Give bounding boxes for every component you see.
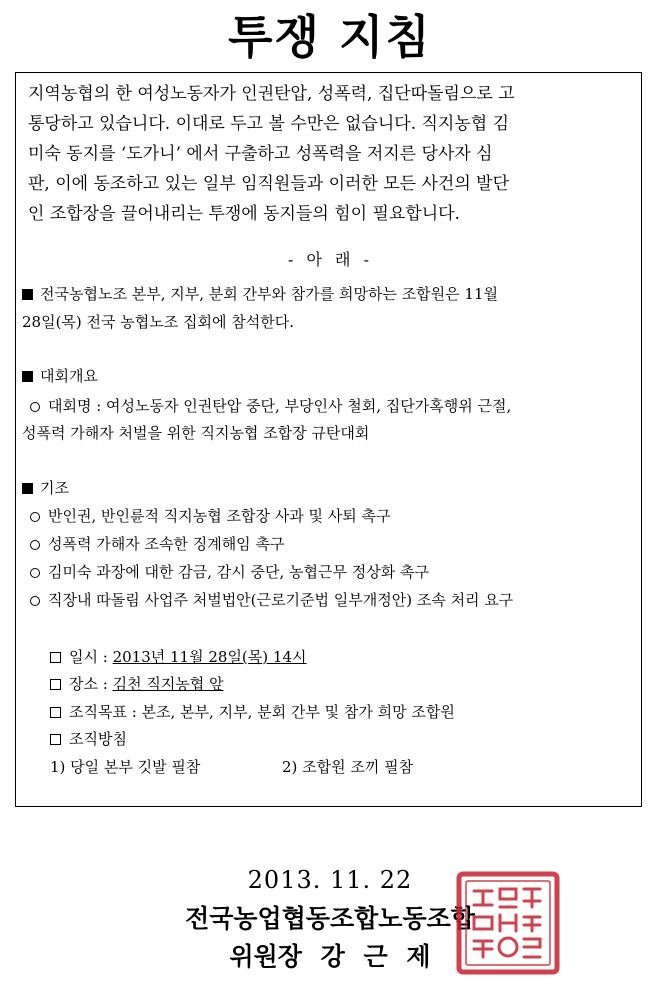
circle-bullet-icon xyxy=(30,540,40,550)
organization-name: 전국농업협동조합노동조합 xyxy=(185,904,475,933)
detail-policy-1: 1) 당일 본부 깃발 필참 xyxy=(50,758,201,776)
square-bullet-icon xyxy=(22,483,33,494)
circle-bullet-icon xyxy=(30,596,40,606)
item1-line2: 28일(목) 전국 농협노조 집회에 참석한다. xyxy=(22,313,294,331)
keynote-item: 성폭력 가해자 조속한 징계해임 촉구 xyxy=(30,533,284,554)
detail-target: 조직목표 : 본조, 본부, 지부, 분회 간부 및 참가 희망 조합원 xyxy=(50,701,455,722)
official-seal-icon xyxy=(456,871,560,975)
keynote-item: 반인권, 반인륜적 직지농협 조합장 사과 및 사퇴 촉구 xyxy=(30,505,390,526)
checkbox-icon xyxy=(50,679,61,690)
detail-policy-2: 2) 조합원 조끼 필참 xyxy=(282,758,414,776)
circle-bullet-icon xyxy=(30,568,40,578)
item1-line1: 전국농협노조 본부, 지부, 분회 간부와 참가를 희망하는 조합원은 11월 xyxy=(22,283,498,304)
square-bullet-icon xyxy=(22,371,33,382)
detail-date: 일시 : 2013년 11월 28일(목) 14시 xyxy=(50,646,306,667)
checkbox-icon xyxy=(50,707,61,718)
intro-line: 통당하고 있습니다. 이대로 두고 볼 수만은 없습니다. 직지농협 김 xyxy=(28,114,510,134)
intro-line: 지역농협의 한 여성노동자가 인권탄압, 성폭력, 집단따돌림으로 고 xyxy=(28,84,515,104)
intro-line: 미숙 동지를 ‘도가니’ 에서 구출하고 성폭력을 저지른 당사자 심 xyxy=(28,144,493,164)
intro-line: 인 조합장을 끌어내리는 투쟁에 동지들의 힘이 필요합니다. xyxy=(28,204,460,224)
detail-place: 장소 : 김천 직지농협 앞 xyxy=(50,673,224,694)
intro-line: 판, 이에 동조하고 있는 일부 임직원들과 이러한 모든 사건의 발단 xyxy=(28,174,510,194)
checkbox-icon xyxy=(50,652,61,663)
content-box xyxy=(15,72,642,807)
circle-bullet-icon xyxy=(30,402,40,412)
circle-bullet-icon xyxy=(30,512,40,522)
checkbox-icon xyxy=(50,734,61,745)
intro-paragraph xyxy=(28,79,631,229)
overview-heading: 대회개요 xyxy=(22,365,98,386)
keynote-heading: 기조 xyxy=(22,477,69,498)
overview-name-line1: 대회명 : 여성노동자 인권탄압 중단, 부당인사 철회, 집단가혹행위 근절, xyxy=(30,395,511,416)
keynote-item: 직장내 따돌림 사업주 처벌법안(근로기준법 일부개정안) 조속 처리 요구 xyxy=(30,589,513,610)
issue-date: 2013. 11. 22 xyxy=(247,866,413,894)
section-heading: - 아 래 - xyxy=(288,250,369,269)
page-title: 투쟁 지침 xyxy=(228,10,432,64)
overview-name-line2: 성폭력 가해자 처벌을 위한 직지농협 조합장 규탄대회 xyxy=(22,424,370,442)
keynote-item: 김미숙 과장에 대한 감금, 감시 중단, 농협근무 정상화 촉구 xyxy=(30,561,429,582)
detail-policy: 조직방침 xyxy=(50,728,127,749)
chairman-name: 위원장 강 근 제 xyxy=(229,942,431,971)
square-bullet-icon xyxy=(22,289,33,300)
